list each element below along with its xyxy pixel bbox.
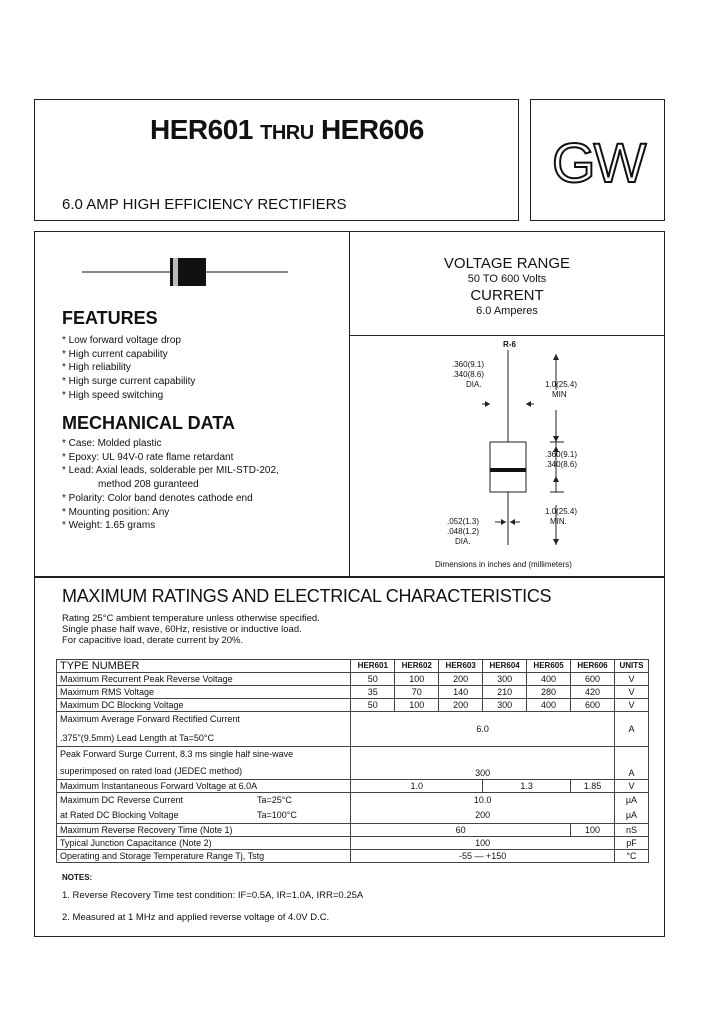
col-her603: HER603 [439, 660, 483, 673]
table-row [57, 780, 649, 793]
table-row [57, 824, 649, 837]
list-item: * High current capability [62, 348, 168, 360]
note-1: 1. Reverse Recovery Time test condition: IF=0.5A, IR=1.0A, IRR=0.25A [62, 890, 364, 901]
cell: 600 [571, 673, 615, 686]
cell: 70 [395, 686, 439, 699]
horizontal-divider [349, 335, 665, 336]
row-label [57, 793, 351, 824]
table-row [57, 699, 649, 712]
cell: 200 [439, 699, 483, 712]
cell: 400 [527, 673, 571, 686]
body-dia-min: .340(8.6) [452, 370, 485, 379]
cell: 300 [483, 673, 527, 686]
row-label: Maximum Recurrent Peak Reverse Voltage [57, 673, 351, 686]
cell: 140 [439, 686, 483, 699]
row-label-line: Peak Forward Surge Current, 8.3 ms single half sine-wave [60, 749, 294, 759]
row-label: Typical Junction Capacitance (Note 2) [57, 837, 351, 850]
gw-logo: GW [552, 131, 645, 194]
row-label-line [60, 808, 347, 823]
cell: 400 [527, 699, 571, 712]
ratings-heading: MAXIMUM RATINGS AND ELECTRICAL CHARACTERISTICS [62, 586, 552, 606]
body-dia-label: DIA. [466, 380, 482, 389]
cell-line: 200 [475, 810, 491, 820]
cell: 100 [571, 824, 615, 837]
col-her601: HER601 [351, 660, 395, 673]
cell: 6.0 [351, 712, 615, 747]
table-row [57, 686, 649, 699]
col-her604: HER604 [483, 660, 527, 673]
table-row [57, 837, 649, 850]
note-2: 2. Measured at 1 MHz and applied reverse voltage of 4.0V D.C. [62, 912, 330, 923]
row-label: Operating and Storage Temperature Range Tj, Tstg [57, 850, 351, 863]
row-label: Maximum Reverse Recovery Time (Note 1) [57, 824, 351, 837]
mechanical-list [62, 437, 279, 533]
table-row [57, 712, 649, 747]
lead-dia-min: .048(1.2) [447, 527, 480, 536]
features-list [62, 334, 195, 403]
col-her602: HER602 [395, 660, 439, 673]
lead-len-bottom: 1.0(25.4) [545, 507, 578, 516]
current-value: 6.0 Amperes [476, 305, 538, 317]
list-item: * Lead: Axial leads, solderable per MIL-STD-202, [62, 465, 279, 477]
table-row [57, 747, 649, 780]
list-item: * High surge current capability [62, 376, 196, 388]
row-label [57, 712, 351, 747]
list-item: * Case: Molded plastic [62, 438, 162, 449]
cell: 210 [483, 686, 527, 699]
list-item: * Low forward voltage drop [62, 335, 181, 346]
cell: 100 [351, 837, 615, 850]
list-item: * Epoxy: UL 94V-0 rate flame retardant [62, 451, 234, 463]
cell-unit: nS [614, 824, 648, 837]
list-item: * Polarity: Color band denotes cathode end [62, 492, 253, 504]
col-her605: HER605 [527, 660, 571, 673]
row-condition: Ta=100°C [257, 810, 297, 820]
row-label: Maximum RMS Voltage [57, 686, 351, 699]
intro-line: For capacitive load, derate current by 20%. [62, 635, 244, 646]
cell: 600 [571, 699, 615, 712]
cell-unit: A [614, 747, 648, 780]
body-len-max: .360(9.1) [545, 450, 578, 459]
diode-icon [80, 256, 290, 288]
list-item: method 208 guranteed [98, 479, 199, 491]
lead-len-top: 1.0(25.4) [545, 380, 578, 389]
cell-line: 10.0 [473, 795, 492, 805]
table-row [57, 673, 649, 686]
cell: 50 [351, 699, 395, 712]
table-row [57, 850, 649, 863]
cell: 420 [571, 686, 615, 699]
cell: 100 [395, 699, 439, 712]
cell: 1.3 [483, 780, 571, 793]
col-her606: HER606 [571, 660, 615, 673]
col-units: UNITS [614, 660, 648, 673]
cell-unit: pF [614, 837, 648, 850]
cell: -55 — +150 [351, 850, 615, 863]
lead-len-top-min: MIN [552, 390, 567, 399]
voltage-range-value: 50 TO 600 Volts [467, 273, 547, 285]
mechanical-heading: MECHANICAL DATA [62, 413, 235, 433]
dimensions-note: Dimensions in inches and (millimeters) [435, 560, 572, 569]
row-label-line: superimposed on rated load (JEDEC method) [60, 766, 243, 776]
title-thru: THRU [260, 122, 314, 144]
lead-dia-max: .052(1.3) [447, 517, 480, 526]
list-item: * Mounting position: Any [62, 506, 170, 518]
cell: 60 [351, 824, 571, 837]
row-condition: Ta=25°C [257, 795, 292, 805]
cell: 35 [351, 686, 395, 699]
row-label [57, 747, 351, 780]
cell: 300 [351, 747, 615, 780]
cell-unit [614, 793, 648, 824]
cell [351, 793, 615, 824]
cell-line: μA [625, 810, 638, 820]
cell-unit: V [614, 686, 648, 699]
cell: 100 [395, 673, 439, 686]
cell: 50 [351, 673, 395, 686]
lead-len-bottom-min: MIN. [550, 517, 567, 526]
title-part-a: HER601 [150, 114, 253, 145]
cell-unit: V [614, 780, 648, 793]
cell-line: μA [625, 795, 638, 805]
body-dia-max: .360(9.1) [452, 360, 485, 369]
row-label: Maximum DC Blocking Voltage [57, 699, 351, 712]
cell: 1.0 [351, 780, 483, 793]
col-type-number: TYPE NUMBER [57, 660, 351, 673]
cell: 280 [527, 686, 571, 699]
table-row [57, 793, 649, 824]
cell-unit: V [614, 673, 648, 686]
page-subtitle: 6.0 AMP HIGH EFFICIENCY RECTIFIERS [62, 196, 347, 213]
lead-dia-label: DIA. [455, 537, 471, 546]
cell-unit: °C [614, 850, 648, 863]
cell: 300 [483, 699, 527, 712]
row-label-text: at Rated DC Blocking Voltage [60, 810, 179, 820]
body-len-min: .340(8.6) [545, 460, 578, 469]
row-label-line: .375"(9.5mm) Lead Length at Ta=50°C [60, 733, 214, 743]
cell-unit: A [614, 712, 648, 747]
row-label-text: Maximum DC Reverse Current [60, 795, 184, 805]
current-label: CURRENT [470, 287, 544, 304]
ratings-intro [62, 613, 320, 646]
row-label: Maximum Instantaneous Forward Voltage at 6.0A [57, 780, 351, 793]
voltage-range-label: VOLTAGE RANGE [443, 255, 571, 272]
list-item: * High reliability [62, 362, 131, 374]
title-part-b: HER606 [320, 114, 424, 145]
intro-line: Rating 25°C ambient temperature unless otherwise specified. [62, 613, 320, 624]
ratings-table [56, 659, 649, 863]
list-item: * High speed switching [62, 389, 164, 401]
cell: 1.85 [571, 780, 615, 793]
features-heading: FEATURES [62, 308, 158, 328]
table-row [57, 660, 649, 673]
intro-line: Single phase half wave, 60Hz, resistive or inductive load. [62, 624, 302, 635]
row-label-line [60, 793, 347, 808]
row-label-line: Maximum Average Forward Rectified Current [60, 714, 240, 724]
cell: 200 [439, 673, 483, 686]
list-item: * Weight: 1.65 grams [62, 520, 156, 532]
notes-heading: NOTES: [62, 873, 93, 882]
package-name: R-6 [503, 340, 516, 349]
page-title [150, 114, 424, 146]
cell-unit: V [614, 699, 648, 712]
